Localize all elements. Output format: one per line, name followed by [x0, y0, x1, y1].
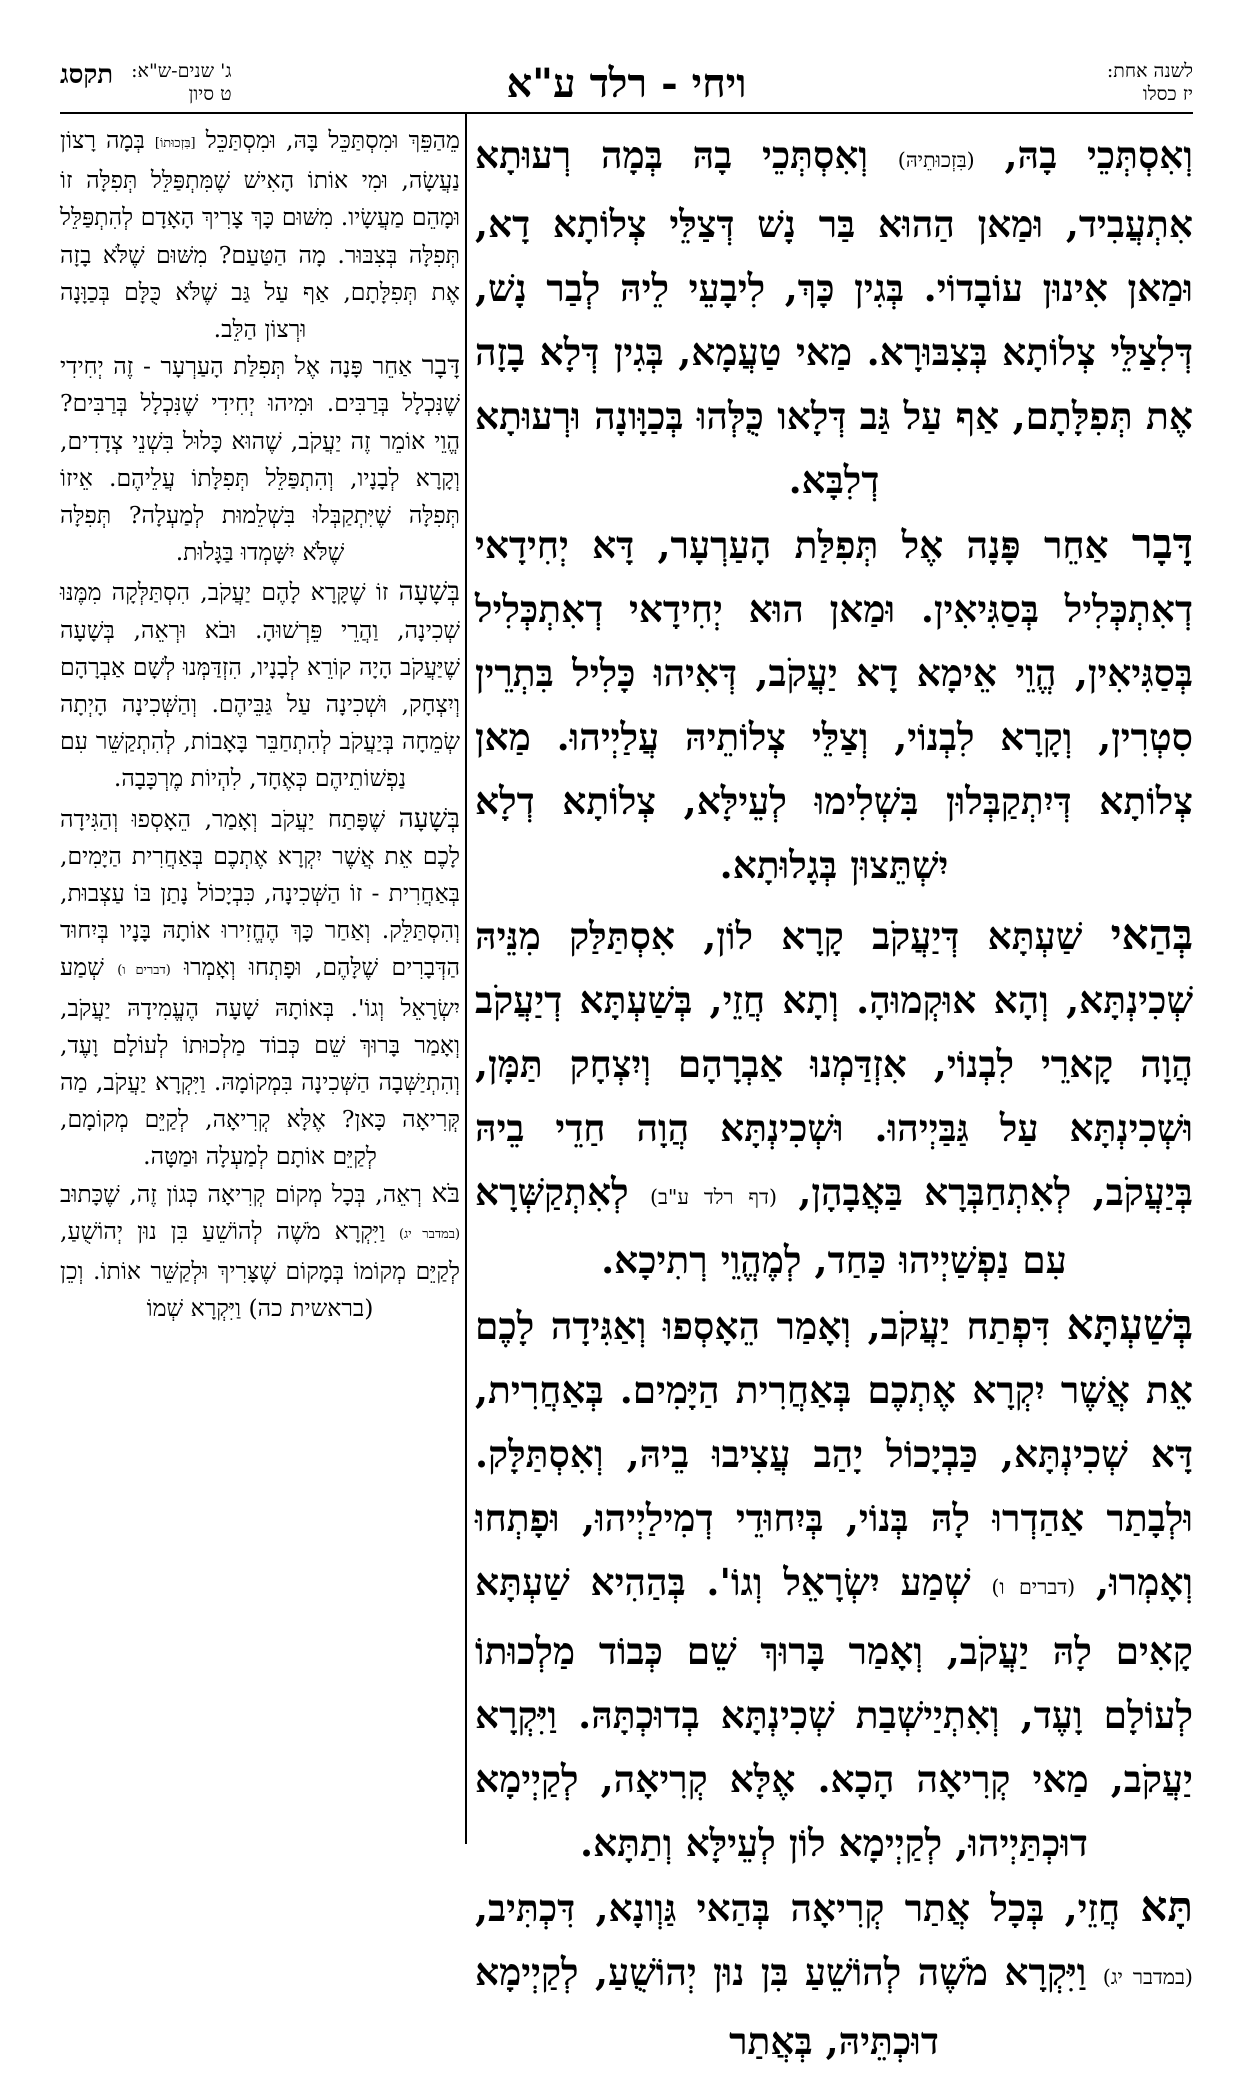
commentary-paragraph: [60, 801, 460, 1176]
commentary-column: [60, 122, 460, 1328]
paragraph-text: אַחֵר פָּנָה אֶל תְּפִלַּת הָעַרְעָר, דָּא יְחִידָאי דְאִתְכְּלִיל בְּסַגִּיאִין. וּמַאן הוּא יְחִידָאי דְאִתְכְּלִיל בְּסַגִּיאִין, הֱוֵי אֵימָא דָא יַעֲקֹב, דְּאִיהוּ כָּלִיל בִּתְרֵין סִטְרִין, וְקָרָא לִבְנוֹי, וְצַלֵּי צְלוֹתֵיהּ עֲלַיְיהוּ. מַאן צְלוֹתָא דְּיִתְקַבְּלוּן בִּשְׁלִימוּ לְעֵילָּא, צְלוֹתָא דְלָא יִשְׁתֵּצוּן בְּגָלוּתָא.: [475, 523, 1193, 887]
header-rule: [60, 112, 1193, 114]
paragraph-text: וַיִּקְרָא מֹשֶׁה לְהוֹשֵׁעַ בִּן נוּן יְהוֹשֻׁעַ, לְקַיְימָא דוּכְתֵּיהּ, בְּאֲתַר: [475, 1950, 1103, 2064]
paragraph-text: חֲזֵי, בְּכָל אֲתַר קְרִיאָה בְּהַאי גַּוְונָא, דִּכְתִּיב,: [475, 1886, 1141, 1931]
lead-word: תָּא: [1140, 1882, 1193, 1932]
main-paragraph: [475, 1293, 1193, 1875]
citation: (דברים ו): [991, 1574, 1076, 1599]
lead-word: בְּשָׁעָה: [398, 577, 460, 608]
header-date-left: ט סיון: [188, 83, 232, 105]
commentary-paragraph: [60, 348, 460, 574]
paragraph-text: לְאִתְקַשְּׁרָא עִם נַפְשַׁיְיהוּ כַּחַד, לְמֶהֱוֵי רְתִיכָא.: [475, 1169, 1067, 1283]
commentary-paragraph: [60, 122, 460, 348]
paragraph-text: שְׁמַע יִשְׂרָאֵל וְגוֹ'. בְּאוֹתָהּ שָׁעָה הֶעֱמִידָהּ יַעֲקֹב, וְאָמַר בָּרוּךְ שֵׁם כְּבוֹד מַלְכוּתוֹ לְעוֹלָם וָעֶד, וְהִתְיַשְּׁבָה הַשְּׁכִינָה בִּמְקוֹמָהּ. וַיִּקְרָא יַעֲקֹב, מַה קְּרִיאָה כָּאן? אֶלָּא קְרִיאָה, לְקַיֵּם מְקוֹמָם, לְקַיֵּם אוֹתָם לְמַעְלָה וּמַטָּה.: [60, 953, 460, 1171]
column-divider: [465, 114, 467, 1844]
main-text-column: [475, 122, 1193, 2074]
citation: (דברים ו): [117, 963, 171, 979]
citation: [בִּזְכוּתוֹ]: [154, 136, 196, 151]
paragraph-text: וְאִסְתְּכֵי בָהּ,: [974, 133, 1193, 177]
lead-word: בֹּא: [431, 1178, 460, 1209]
paragraph-text: שַׁעְתָּא דְּיַעֲקֹב קָרָא לוֹן, אִסְתַּלַּק מִנֵּיהּ שְׁכִינְתָּא, וְהָא אוּקְמוּהָ. וְתָא חֲזֵי, בְּשַׁעְתָּא דְיַעֲקֹב הֲוָה קָארֵי לִבְנוֹי, אִזְדַּמְנוּ אַבְרָהָם וְיִצְחָק תַּמָּן, וּשְׁכִינְתָּא עַל גַּבַּיְיהוּ. וּשְׁכִינְתָּא הֲוָה חַדֵי בֵיהּ בְּיַעֲקֹב, לְאִתְחַבְּרָא בַּאֲבָהָן,: [475, 913, 1193, 1214]
main-paragraph: [475, 512, 1193, 902]
commentary-paragraph: [60, 1176, 460, 1328]
header-years-label: ג' שנים-ש"א:: [131, 60, 232, 82]
citation: (במדבר יג): [1102, 1965, 1193, 1990]
paragraph-text: וְאִסְתְּכֵי בָהּ בְּמָה רְעוּתָא אִתְעֲבִיד, וּמַאן הַהוּא בַּר נָשׁ דְּצַלֵּי צְלוֹתָא דָא, וּמַאן אִינוּן עוֹבָדוֹי. בְּגִין כָּךְ, לִיבָעֵי לֵיהּ לְבַר נָשׁ, דְּלִצַלֵּי צְלוֹתָא בְּצִבּוּרָא. מַאי טַעֲמָא, בְּגִין דְּלָא בָזָה אֶת תְּפִלָּתָם, אַף עַל גַּב דְּלָאו כֻּלְּהוּ בְּכַוָּונָה וּרְעוּתָא דְלִבָּא.: [475, 133, 1193, 502]
lead-word: דָּבָר: [421, 351, 460, 382]
page-header: [60, 58, 1193, 112]
paragraph-text: בְּמָה רָצוֹן נַעֲשָׂה, וּמִי אוֹתוֹ הָאִישׁ שֶׁמִּתְפַּלֵּל תְּפִלָּה זוֹ וּמָהֵם מַעֲשָׂיו. מִשּׁוּם כָּךְ צָרִיךְ הָאָדָם לְהִתְפַּלֵּל תְּפִלָּה בְּצִבּוּר. מָה הַטַּעַם? מִשּׁוּם שֶׁלֹּא בָזָה אֶת תְּפִלָּתָם, אַף עַל גַּב שֶׁלֹּא כֻּלָּם בְּכַוָּנָה וּרְצוֹן הַלֵּב.: [60, 126, 460, 344]
lead-word: דָּבָר: [1131, 519, 1193, 569]
paragraph-text: דִּפְתַח יַעֲקֹב, וְאָמַר הֵאָסְפוּ וְאַגִּידָה לָכֶם אֵת אֲשֶׁר יִקְרָא אֶתְכֶם בְּאַחֲרִית הַיָּמִים. בְּאַחֲרִית, דָּא שְׁכִינְתָּא, כַּבְיָכוֹל יָהַב עֲצִיבוּ בֵיהּ, וְאִסְתַּלָּק. וּלְבָתַר אַהַדְרוּ לָהּ בְּנוֹי, בְּיִחוּדֵי דְמִילַיְיהוּ, וּפָתְחוּ וְאָמְרוּ,: [475, 1304, 1194, 1604]
citation: (דף רלד ע"ב): [649, 1184, 778, 1209]
citation: (בִּזְכוּתֵיהּ): [897, 148, 975, 172]
header-year-label: לשנה אחת:: [1106, 60, 1193, 82]
main-paragraph: [475, 903, 1193, 1293]
paragraph-text: שְׁמַע יִשְׂרָאֵל וְגוֹ'. בְּהַהִיא שַׁעְתָּא קָאִים לָהּ יַעֲקֹב, וְאָמַר בָּרוּךְ שֵׁם כְּבוֹד מַלְכוּתוֹ לְעוֹלָם וָעֶד, וְאִתְיַישְׁבַת שְׁכִינְתָּא בְדוּכְתָּהּ. וַיִּקְרָא יַעֲקֹב, מַאי קְרִיאָה הָכָא. אֶלָּא קְרִיאָה, לְקַיְימָא דוּכְתַּיְיהוּ, לְקַיְימָא לוֹן לְעֵילָּא וְתַתָּא.: [475, 1559, 1193, 1865]
header-left: [60, 60, 232, 106]
paragraph-text: שֶׁפָּתַח יַעֲקֹב וְאָמַר, הֵאָסְפוּ וְהַגִּידָה לָכֶם אֵת אֲשֶׁר יִקְרָא אֶתְכֶם בְּאַחֲרִית הַיָּמִים, בְּאַחֲרִית - זוֹ הַשְּׁכִינָה, כִּבְיָכוֹל נָתַן בּוֹ עַצְבוּת, וְהִסְתַּלֵּק. וְאַחַר כָּךְ הֶחֱזִירוּ אוֹתָהּ בָּנָיו בְּיִחוּד הַדְּבָרִים שֶׁלָּהֶם, וּפָתְחוּ וְאָמְרוּ: [60, 804, 461, 982]
paragraph-text: רְאֵה, בְּכָל מְקוֹם קְרִיאָה כְּגוֹן זֶה, שֶׁכָּתוּב: [60, 1179, 432, 1208]
paragraph-text: אַחֵר פָּנָה אֶל תְּפִלַּת הָעַרְעָר - זֶה יְחִידִי שֶׁנִּכְלָל בְּרַבִּים. וּמִיהוּ יְחִידִי שֶׁנִּכְלָל בְּרַבִּים? הֱוֵי אוֹמֵר זֶה יַעֲקֹב, שֶׁהוּא כָּלוּל בִּשְׁנֵי צְדָדִים, וְקָרָא לְבָנָיו, וְהִתְפַּלֵּל תְּפִלָּתוֹ עֲלֵיהֶם. אֵיזוֹ תְּפִלָּה שֶׁיִּתְקַבְּלוּ בִּשְׁלֵמוּת לְמַעְלָה? תְּפִלָּה שֶׁלֹּא יִשָּׁמְדוּ בַּגָּלוּת.: [60, 352, 460, 567]
header-date-right: יז כסלו: [1142, 83, 1193, 105]
paragraph-text: מֵהַפֵּךְ וּמִסְתַּכֵּל בָּהּ, וּמִסְתַּכֵּל: [195, 126, 460, 154]
page-title: ויחי - רלד ע"א: [506, 60, 747, 107]
lead-word: בְּשָׁעָה: [398, 803, 460, 834]
page-number: תקסג: [60, 60, 114, 90]
citation: (במדבר יג): [399, 1226, 460, 1242]
lead-word: בְּהַאי: [1110, 909, 1193, 959]
main-paragraph: [475, 122, 1193, 512]
commentary-paragraph: [60, 574, 460, 800]
lead-word: בְּשַׁעְתָּא: [1066, 1300, 1193, 1350]
paragraph-text: זוֹ שֶׁקָּרָא לָהֶם יַעֲקֹב, הִסְתַּלְּקָה מִמֶּנּוּ שְׁכִינָה, וַהֲרֵי פֵּרְשׁוּהָ. וּבֹא וּרְאֵה, בְּשָׁעָה שֶׁיַּעֲקֹב הָיָה קוֹרֵא לְבָנָיו, הִזְדַּמְּנוּ לְשָׁם אַבְרָהָם וְיִצְחָק, וּשְׁכִינָה עַל גַּבֵּיהֶם. וְהַשְּׁכִינָה הָיְתָה שְׂמֵחָה בְּיַעֲקֹב לְהִתְחַבֵּר בָּאָבוֹת, לְהִתְקַשֵּׁר עִם נַפְשׁוֹתֵיהֶם כְּאֶחָד, לִהְיוֹת מֶרְכָּבָה.: [60, 578, 460, 793]
main-paragraph: [475, 1875, 1193, 2074]
paragraph-text: וַיִּקְרָא מֹשֶׁה לְהוֹשֵׁעַ בִּן נוּן יְהוֹשֻׁעַ, לְקַיֵּם מְקוֹמוֹ בְּמָקוֹם שֶׁצָּרִיךְ וּלְקַשֵּׁר אוֹתוֹ. וְכֵן (בראשית כה) וַיִּקְרָא שְׁמוֹ: [60, 1216, 460, 1323]
header-left-info: [131, 60, 231, 106]
